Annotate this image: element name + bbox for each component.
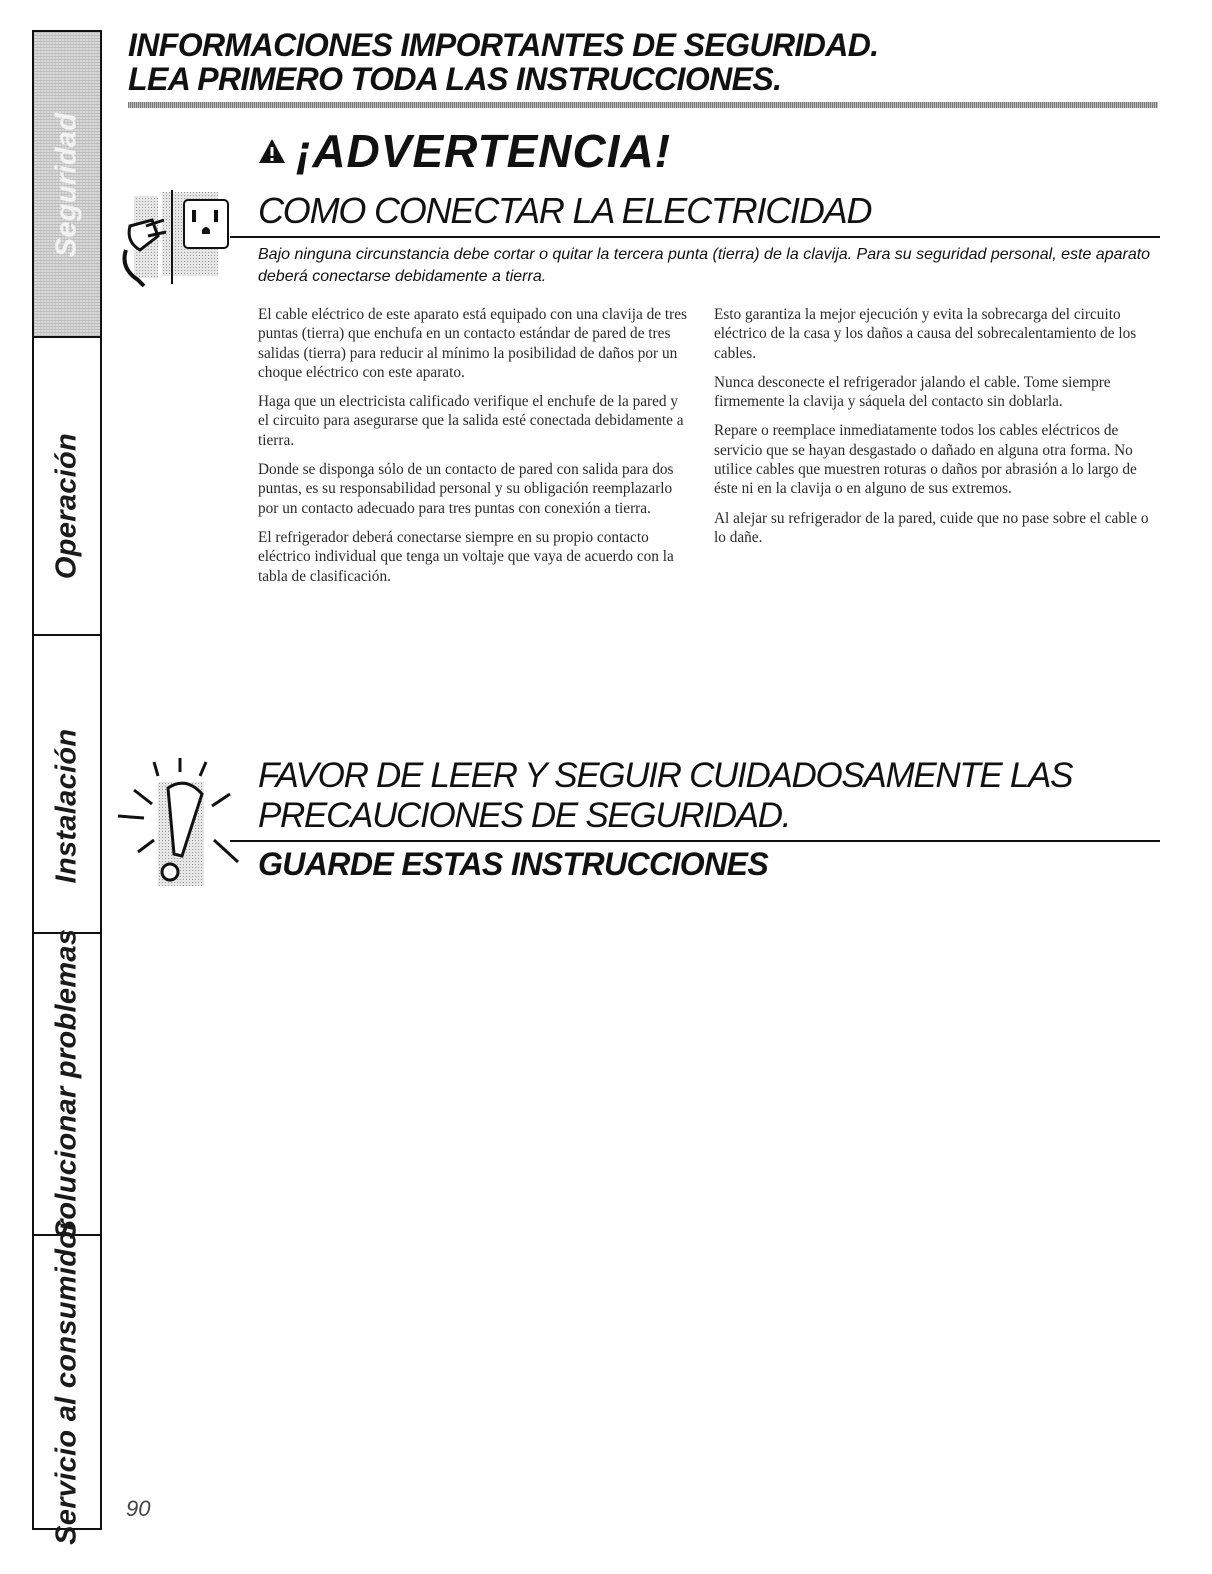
grounding-warning-lead: Bajo ninguna circunstancia debe cortar o quitar la tercera punta (tierra) de la clavija. Para su seguridad personal, este aparato deberá conectarse debidamente a tierra. (258, 246, 1151, 285)
paragraph: Esto garantiza la mejor ejecución y evita la sobrecarga del circuito eléctrico de la casa y los daños a causa del sobrecalentamiento de los cables. (714, 306, 1137, 362)
tab-solucionar-problemas-label: Solucionar problemas (50, 928, 83, 1240)
tab-solucionar-problemas[interactable] (34, 928, 100, 1240)
paragraph: Repare o reemplace inmediatamente todos los cables eléctricos de servicio que se hayan desgastado o dañado en alguna otra forma. No utilice cables que muestren roturas o daños por abrasión a lo largo de éste ni en la clavija o en alguno de sus extremos. (714, 422, 1137, 498)
tab-operacion-label: Operación (50, 432, 83, 580)
paragraph: Donde se disponga sólo de un contacto de pared con salida para dos puntas, es su responsabilidad personal y su obligación reemplazarlo por un contacto adecuado para tres puntas con conexión a tierra. (258, 461, 674, 517)
warning-title-text: ¡ADVERTENCIA! (296, 125, 672, 177)
save-instructions-heading: GUARDE ESTAS INSTRUCCIONES (258, 846, 769, 882)
left-column (258, 305, 688, 596)
tab-operacion[interactable] (34, 338, 100, 636)
warning-title (258, 124, 671, 178)
tab-seguridad[interactable] (34, 32, 100, 338)
paragraph: El cable eléctrico de este aparato está equipado con una clavija de tres puntas (tierra) que enchufa en un contacto estándar de pared de tres salidas (tierra) para reducir al mínimo la posibilidad de daños por un choque eléctrico con este aparato. (258, 306, 687, 381)
section-tab-bar (32, 30, 102, 1545)
paragraph: Nunca desconecte el refrigerador jalando el cable. Tome siempre firmemente la clavija y sáquela del contacto sin doblarla. (714, 373, 1111, 411)
page-number: 90 (126, 1496, 151, 1521)
header-line-1: INFORMACIONES IMPORTANTES DE SEGURIDAD. (128, 27, 879, 63)
electricity-heading: COMO CONECTAR LA ELECTRICIDAD (258, 190, 872, 231)
right-column (714, 305, 1150, 557)
paragraph: El refrigerador deberá conectarse siempre en su propio contacto eléctrico individual que tenga un voltaje que vaya de acuerdo con la tabla de clasificación. (258, 528, 674, 585)
tab-instalacion-label: Instalación (50, 728, 83, 884)
caution-exclamation-icon (114, 756, 246, 888)
section-divider (230, 236, 1160, 238)
tab-instalacion[interactable] (34, 636, 100, 934)
warning-triangle-icon (258, 137, 286, 165)
tab-seguridad-label: Seguridad (50, 112, 83, 258)
header-divider (128, 102, 1158, 108)
header-line-2: LEA PRIMERO TODA LAS INSTRUCCIONES. (128, 61, 782, 97)
page-header (128, 28, 1158, 96)
tab-servicio-al-consumidor-label: Servicio al consumidor (50, 1219, 83, 1545)
section-divider (230, 840, 1160, 842)
precautions-heading: FAVOR DE LEER Y SEGUIR CUIDADOSAMENTE LAS PRECAUCIONES DE SEGURIDAD. (258, 756, 1073, 835)
tab-servicio-al-consumidor[interactable] (34, 1219, 100, 1545)
paragraph: Haga que un electricista calificado verifique el enchufe de la pared y el circuito para asegurarse que la salida esté conectada debidamente a tierra. (258, 393, 684, 449)
plug-outlet-icon (118, 186, 238, 290)
paragraph: Al alejar su refrigerador de la pared, cuide que no pase sobre el cable o lo dañe. (714, 509, 1149, 546)
